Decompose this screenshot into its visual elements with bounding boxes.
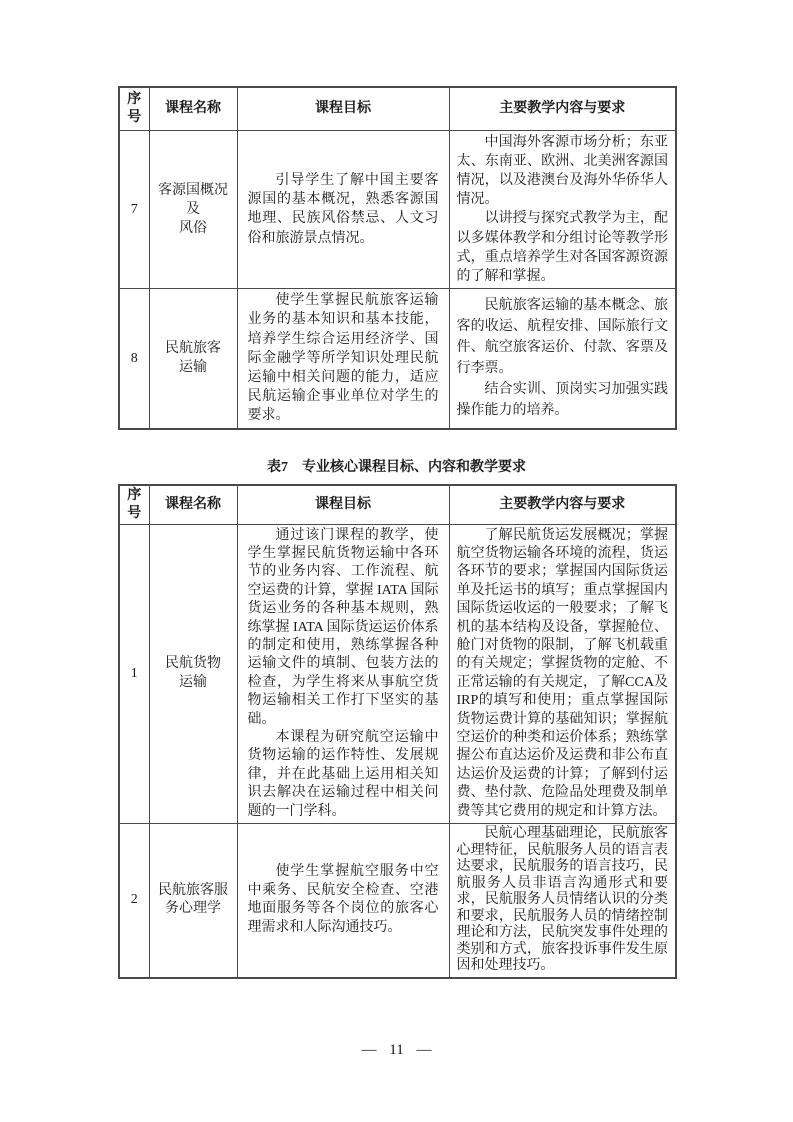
content-paragraph: 中国海外客源市场分析；东亚太、东南亚、欧洲、北美洲客源国情况，以及港澳台及海外华侨华人情况。	[456, 134, 668, 208]
content-paragraph: 民航心理基础理论，民航旅客心理特征，民航服务人员的语言表达要求，民航服务的语言技巧，民航服务人员非语言沟通形式和要求，民航服务人员情绪认识的分类和要求，民航服务人员的情绪控制理论和方法，民航突发事件处理的类别和方式，旅客投诉事件发生原因和处理技巧。	[456, 826, 668, 974]
teaching-content-cell	[449, 289, 676, 429]
content-paragraph: 民航旅客运输的基本概念、旅客的收运、航程安排、国际旅行文件、航空旅客运价、付款、客票及行李票。	[456, 298, 668, 377]
table-header-row	[119, 485, 676, 525]
course-name-cell: 民航旅客 运输	[149, 289, 237, 429]
column-header-number: 序号	[119, 87, 149, 130]
column-header-course-name: 课程名称	[149, 485, 237, 525]
column-header-teaching-content: 主要教学内容与要求	[449, 485, 676, 525]
row-number-cell: 8	[119, 289, 149, 429]
content-paragraph: 了解民航货运发展概况；掌握航空货物运输各环境的流程，货运各环节的要求；掌握国内国际货运单及托运书的填写；重点掌握国内国际货运收运的一般要求；了解飞机的基本结构及设备，掌握舱位、舱门对货物的限制，了解飞机载重的有关规定；掌握货物的定舱、不正常运输的有关规定，了解CCA及IRP的填写和使用；重点掌握国际货物运费计算的基础知识；掌握航空运价的种类和运价体系；熟练掌握公布直达运价及运费和非公布直达运价及运费的计算；了解到付运费、垫付款、危险品处理费及制单费等其它费用的规定和计算方法。	[456, 527, 668, 819]
course-name-cell: 客源国概况及 风俗	[149, 130, 237, 289]
page-number: — 11 —	[361, 1042, 432, 1058]
table-row-1	[119, 524, 676, 824]
content-paragraph: 结合实训、顶岗实习加强实践操作能力的培养。	[456, 382, 668, 419]
teaching-content-cell	[449, 130, 676, 289]
row-number-cell: 1	[119, 524, 149, 824]
course-name-cell: 民航货物 运输	[149, 524, 237, 824]
teaching-content-cell	[449, 824, 676, 978]
goal-paragraph: 使学生掌握航空服务中空中乘务、民航安全检查、空港地面服务等各个岗位的旅客心理需求和人际沟通技巧。	[247, 864, 439, 935]
table-caption: 表7 专业核心课程目标、内容和教学要求	[267, 459, 526, 475]
goal-paragraph: 引导学生了解中国主要客源国的基本概况，熟悉客源国地理、民族风俗禁忌、人文习俗和旅游景点情况。	[247, 172, 439, 246]
row-number-cell: 2	[119, 824, 149, 978]
goal-paragraph: 本课程为研究航空运输中货物运输的运作特性、发展规律，并在此基础上运用相关知识去解决在运输过程中相关问题的一门学科。	[247, 730, 439, 819]
teaching-content-cell	[449, 524, 676, 824]
column-header-course-name: 课程名称	[149, 87, 237, 130]
column-header-course-goal: 课程目标	[237, 485, 449, 525]
table-row-2	[119, 824, 676, 978]
course-goal-cell	[237, 824, 449, 978]
course-goal-cell	[237, 524, 449, 824]
table-header-row	[119, 87, 676, 130]
content-paragraph: 以讲授与探究式教学为主，配以多媒体教学和分组讨论等教学形式，重点培养学生对各国客源资源的了解和掌握。	[456, 211, 668, 284]
table-row-7	[119, 130, 676, 289]
course-goal-cell	[237, 130, 449, 289]
row-number-cell: 7	[119, 130, 149, 289]
table-row-8	[119, 289, 676, 429]
column-header-course-goal: 课程目标	[237, 87, 449, 130]
course-name-cell: 民航旅客服 务心理学	[149, 824, 237, 978]
goal-paragraph: 通过该门课程的教学，使学生掌握民航货物运输中各环节的业务内容、工作流程、航空运费的计算，掌握 IATA 国际货运业务的各种基本规则，熟练掌握 IATA 国际货运运价体系的制定和使用，熟练掌握各种运输文件的填制、包装方法的检查，为学生将来从事航空货物运输相关工作打下坚实的基础。	[247, 527, 439, 727]
column-header-number: 序号	[119, 485, 149, 525]
goal-paragraph: 使学生掌握民航旅客运输业务的基本知识和基本技能，培养学生综合运用经济学、国际金融学等所学知识处理民航运输中相关问题的能力，适应民航运输企事业单位对学生的要求。	[247, 293, 439, 424]
course-table-continued	[118, 86, 677, 430]
core-course-table	[118, 484, 677, 979]
course-goal-cell	[237, 289, 449, 429]
column-header-teaching-content: 主要教学内容与要求	[449, 87, 676, 130]
